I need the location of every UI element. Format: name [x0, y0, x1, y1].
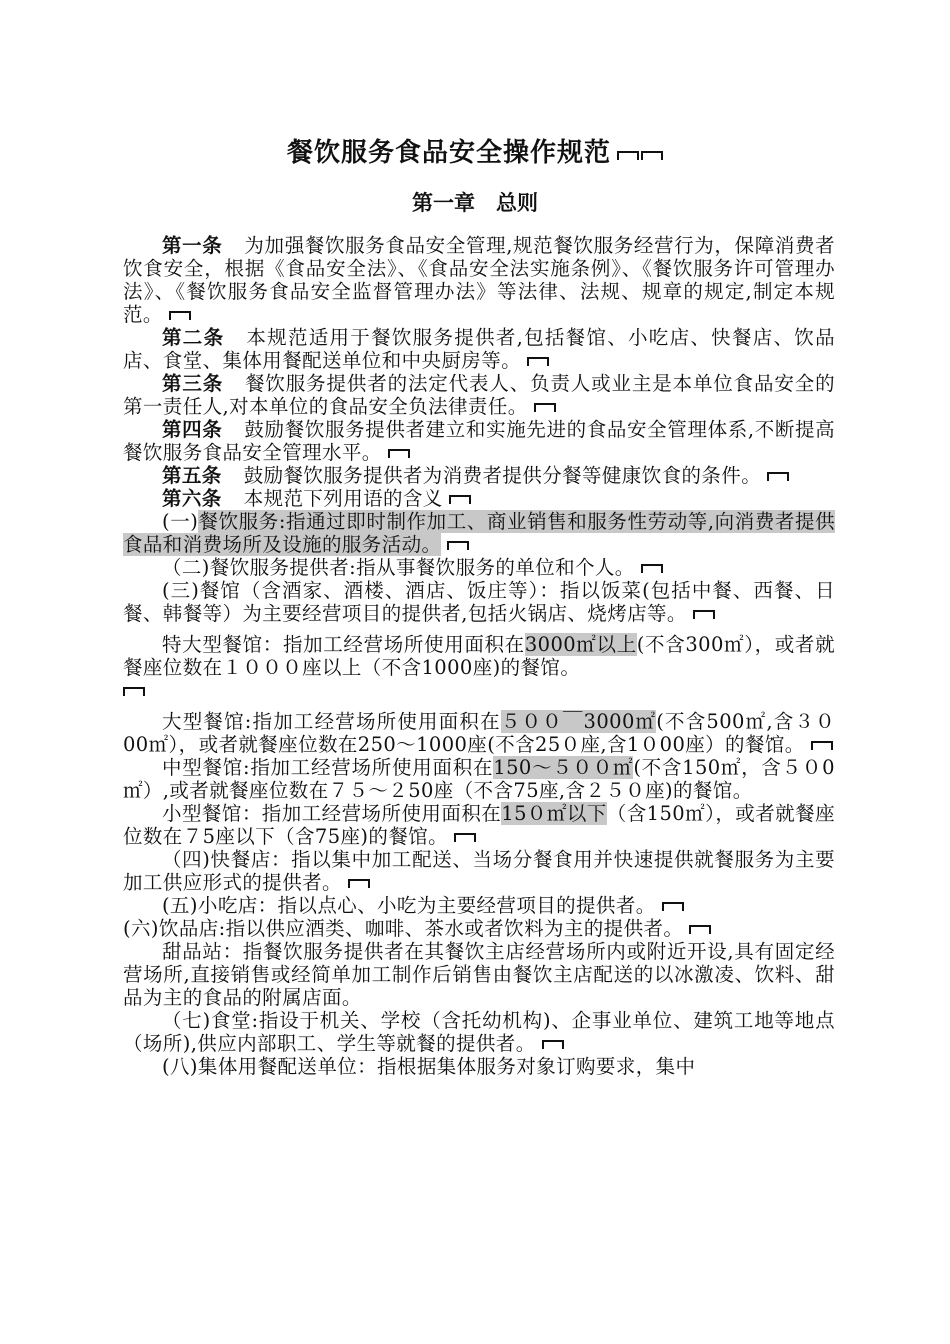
definition-text: (六)饮品店:指以供应酒类、咖啡、茶水或者饮料为主的提供者。 — [123, 917, 684, 940]
article-text: 鼓励餐饮服务提供者建立和实施先进的食品安全管理体系,不断提高餐饮服务食品安全管理水平。 — [123, 418, 836, 464]
paragraph-mark-icon — [527, 357, 549, 366]
highlighted-text: 餐饮服务:指通过即时制作加工、商业销售和服务性劳动等,向消费者提供食品和消费场所及设施的服务活动。 — [123, 510, 835, 556]
definition-dessert-station — [123, 940, 835, 1009]
definition-snack-shop — [123, 894, 835, 917]
definition-provider — [123, 556, 835, 579]
definition-restaurant — [123, 579, 835, 625]
definition-text: （含150㎡），或者就餐座位数在７5座以下（含75座)的餐馆。 — [123, 802, 835, 848]
article-5 — [123, 464, 835, 487]
article-3 — [123, 372, 835, 418]
paragraph-mark-icon — [693, 610, 715, 619]
article-label: 第五条 — [162, 464, 222, 487]
definition-text: (不含150㎡，含５０0㎡）,或者就餐座位数在７５～２50座（不含75座,含２５０座)的餐馆。 — [123, 756, 835, 802]
article-text: 本规范下列用语的含义 — [243, 487, 443, 510]
definition-text: (三)餐馆（含酒家、酒楼、酒店、饭庄等）：指以饭菜(包括中餐、西餐、日餐、韩餐等）为主要经营项目的提供者,包括火锅店、烧烤店等。 — [123, 579, 835, 625]
paragraph-mark-icon — [641, 564, 663, 573]
definition-text: 特大型餐馆：指加工经营场所使用面积在 — [162, 633, 525, 656]
definition-text: 大型餐馆:指加工经营场所使用面积在 — [162, 710, 501, 733]
article-label: 第四条 — [162, 418, 223, 441]
paragraph-mark-icon — [641, 151, 663, 160]
empty-paragraph — [123, 679, 835, 702]
definition-drink-shop — [123, 917, 835, 940]
article-text: 餐饮服务提供者的法定代表人、负责人或业主是本单位食品安全的第一责任人,对本单位的食品安全负法律责任。 — [123, 372, 835, 418]
definition-medium-restaurant — [123, 756, 835, 802]
document-title — [0, 132, 950, 169]
paragraph-mark-icon — [169, 311, 191, 320]
article-text: 鼓励餐饮服务提供者为消费者提供分餐等健康饮食的条件。 — [243, 464, 762, 487]
definition-text: 小型餐馆：指加工经营场所使用面积在 — [162, 802, 502, 825]
definition-canteen — [123, 1009, 835, 1055]
article-label: 第二条 — [162, 326, 225, 349]
paragraph-mark-icon — [123, 687, 145, 696]
paragraph-mark-icon — [348, 879, 370, 888]
definition-text: （七)食堂:指设于机关、学校（含托幼机构)、企事业单位、建筑工地等地点（场所),供应内部职工、学生等就餐的提供者。 — [123, 1009, 835, 1055]
paragraph-mark-icon — [662, 902, 684, 911]
definition-text: 中型餐馆:指加工经营场所使用面积在 — [162, 756, 494, 779]
paragraph-mark-icon — [689, 925, 711, 934]
paragraph-mark-icon — [617, 151, 639, 160]
definition-small-restaurant — [123, 802, 835, 848]
definition-text: 甜品站：指餐饮服务提供者在其餐饮主店经营场所内或附近开设,具有固定经营场所,直接销售或经简单加工制作后销售由餐饮主店配送的以冰激凌、饮料、甜品为主的食品的附属店面。 — [123, 940, 835, 1009]
highlighted-text: ５００￣3000㎡ — [500, 710, 657, 733]
paragraph-mark-icon — [811, 741, 833, 750]
highlighted-text: 3000㎡以上 — [524, 633, 637, 656]
article-label: 第三条 — [162, 372, 224, 395]
paragraph-mark-icon — [454, 833, 476, 842]
article-label: 第六条 — [162, 487, 222, 510]
paragraph-mark-icon — [767, 472, 789, 481]
document-body — [123, 234, 835, 1078]
article-text: 本规范适用于餐饮服务提供者,包括餐馆、小吃店、快餐店、饮品店、食堂、集体用餐配送单位和中央厨房等。 — [123, 326, 835, 372]
definition-text: （四)快餐店：指以集中加工配送、当场分餐食用并快速提供就餐服务为主要加工供应形式的提供者。 — [123, 848, 835, 894]
definition-prefix: (一) — [162, 510, 199, 533]
definition-fast-food — [123, 848, 835, 894]
article-4 — [123, 418, 835, 464]
definition-group-meal-delivery — [123, 1055, 835, 1078]
definition-text: (不含300㎡），或者就餐座位数在１０００座以上（不含1000座)的餐馆。 — [123, 633, 835, 679]
definition-catering-service — [123, 510, 835, 556]
paragraph-mark-icon — [534, 403, 556, 412]
definition-text: (不含500㎡,含３０00㎡），或者就餐座位数在250～1000座(不含25０座,含1０00座）的餐馆。 — [123, 710, 835, 756]
definition-text: (八)集体用餐配送单位：指根据集体服务对象订购要求，集中 — [162, 1055, 696, 1078]
article-label: 第一条 — [162, 234, 223, 257]
article-2 — [123, 326, 835, 372]
article-6 — [123, 487, 835, 510]
title-text: 餐饮服务食品安全操作规范 — [286, 138, 611, 168]
paragraph-mark-icon — [449, 495, 471, 504]
highlighted-text: 150～５００㎡ — [493, 756, 634, 779]
paragraph-mark-icon — [388, 449, 410, 458]
chapter-heading: 第一章 总则 — [412, 191, 538, 215]
article-1 — [123, 234, 835, 326]
definition-large-restaurant — [123, 710, 835, 756]
definition-text: (五)小吃店：指以点心、小吃为主要经营项目的提供者。 — [162, 894, 656, 917]
definition-text: （二)餐饮服务提供者:指从事餐饮服务的单位和个人。 — [162, 556, 635, 579]
paragraph-mark-icon — [447, 541, 469, 550]
paragraph-mark-icon — [542, 1040, 564, 1049]
definition-extra-large-restaurant — [123, 633, 835, 679]
highlighted-text: 15０㎡以下 — [501, 802, 607, 825]
article-text: 为加强餐饮服务食品安全管理,规范餐饮服务经营行为，保障消费者饮食安全，根据《食品安全法》、《食品安全法实施条例》、《餐饮服务许可管理办法》、《餐饮服务食品安全监督管理办法》等法律、法规、规章的规定,制定本规范。 — [123, 234, 836, 326]
